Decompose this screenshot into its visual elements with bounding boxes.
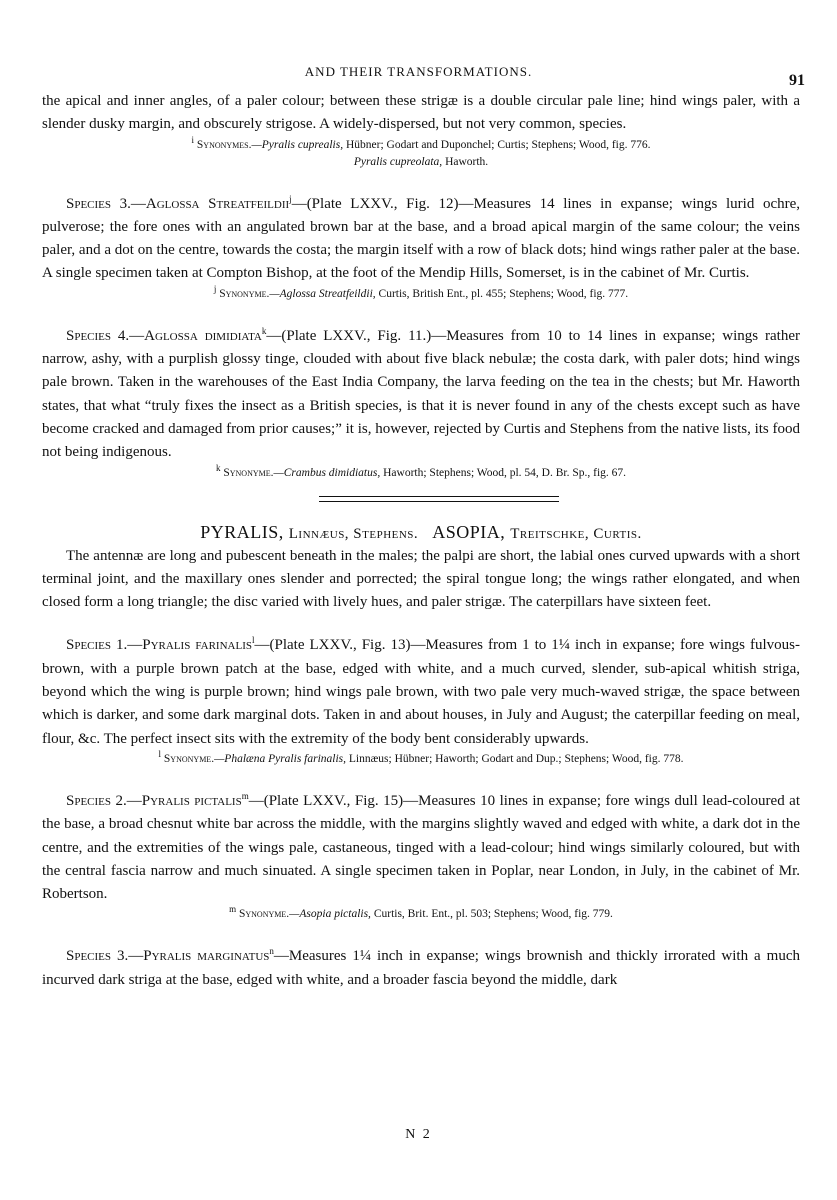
footnote-mark: m (229, 904, 237, 915)
footnote-label: Synonyme. (219, 287, 270, 300)
section-divider (42, 482, 800, 522)
signature-mark: N 2 (405, 1127, 432, 1142)
species-description: —(Plate LXXV., Fig. 12)—Measures 14 lines in expanse; wings lurid ochre, pulverose; the fore ones with an angulated brown bar at the base, and a broad apical margin of the same colour; the veins paler, and a dot on the centre, towards the costa; the margin itself with a row of black dots; hind wings rather paler at the base. A single specimen taken at Compton Bishop, at the foot of the Mendip Hills, Somerset, is in the cabinet of Mr. Curtis. (42, 195, 800, 282)
footnote-taxon: —Crambus dimidiatus, (273, 466, 381, 479)
footnote-k (42, 462, 800, 482)
footnote-mark: l (158, 749, 162, 760)
species-entry-aglossa-dimidiata (42, 325, 800, 465)
species-entry-pyralis-farinalis (42, 634, 800, 750)
footnote-j (42, 283, 800, 303)
footnote-i (42, 134, 800, 154)
footnote-refs: Linnæus; Hübner; Haworth; Godart and Dup.; Stephens; Wood, fig. 778. (348, 752, 684, 765)
genus-authority: Linnæus, Stephens. (288, 525, 419, 542)
genus-description: The antennæ are long and pubescent beneath in the males; the palpi are short, the labial ones curved upwards with a short terminal joint, and the maxillary ones slender and porrected; the spiral tongue long; the wings rather elongated, and when closed form a long triangle; the disc varied with lively hues, and paler strigæ. The caterpillars have sixteen feet. (42, 547, 800, 611)
footnote-taxon: —Pyralis cuprealis, (251, 138, 344, 151)
paragraph-continued: the apical and inner angles, of a paler colour; between these strigæ is a double circular pale line; hind wings paler, with a slender dusky margin, and obscurely strigose. A widely-dispersed, but not very common, species. (42, 93, 800, 133)
genus-name: PYRALIS, (200, 521, 284, 542)
footnote-mark: n (269, 946, 274, 957)
species-description: —(Plate LXXV., Fig. 11.)—Measures from 10 to 14 lines in expanse; wings rather narrow, ashy, with a purplish glossy tinge, clouded with about five black nebulæ; the costa dark, with paler dots; hind wings pale brown. Taken in the warehouses of the East India Company, the larva feeding on the tea in the chests; but Mr. Haworth states, that what “truly fixes the insect as a British species, is that it is never found in any of the chests except such as have become cracked and damaged from prior causes;” it is, however, rejected by Curtis and Stephens from the native lists, its food not being indigenous. (42, 327, 800, 461)
footnote-mark: j (213, 283, 217, 294)
species-label: Species 3.—Aglossa Streatfeildii (66, 195, 290, 212)
footnote-label: Synonyme. (223, 466, 274, 479)
footnote-taxon: —Aglossa Streatfeildii, (269, 287, 376, 300)
footnote-mark: k (215, 462, 221, 473)
footnote-taxon: —Phalæna Pyralis farinalis, (214, 752, 347, 765)
genus-heading (42, 522, 800, 543)
footnote-mark: i (191, 134, 195, 145)
running-head: AND THEIR TRANSFORMATIONS. (304, 64, 533, 79)
divider-line (319, 496, 559, 497)
species-description: —(Plate LXXV., Fig. 15)—Measures 10 lines in expanse; fore wings dull lead-coloured at the base, a broad chesnut white bar across the middle, with the margins slightly waved and edged with white, a dark dot in the centre, and the extremities of the wings pale, castaneous, tinged with a lead-colour; hind wings similarly coloured, but with the central fascia narrow and much sinuated. A single specimen taken in Poplar, near London, in July, in the cabinet of Mr. Robertson. (42, 792, 801, 903)
page-number: 91 (789, 72, 805, 89)
species-label: Species 3.—Pyralis marginatus (66, 948, 270, 965)
footnote-label: Synonyme. (163, 752, 215, 765)
footnote-label: Synonymes. (196, 138, 252, 151)
species-label: Species 2.—Pyralis pictalis (66, 792, 242, 809)
species-description: —(Plate LXXV., Fig. 13)—Measures from 1 to 1¼ inch in expanse; fore wings fulvous-brown, with a purple brown patch at the base, edged with white, and a much curved, slender, sub-apical whitish striga, beyond which the wing is purple brown; hind wings pale brown, with two pale very much-waved strigæ, the space between which is darker, and some dark marginal dots. Taken in and about houses, in July and August; the caterpillar feeding on meal, flour, &c. The perfect insect sits with the extremity of the body bent considerably upwards. (42, 637, 801, 747)
footnote-taxon: Pyralis cupreolata, (353, 155, 443, 168)
species-label: Species 4.—Aglossa dimidiata (66, 327, 262, 344)
footnote-mark: m (241, 790, 249, 801)
body-text (42, 90, 800, 992)
footnote-refs: Curtis, Brit. Ent., pl. 503; Stephens; Wood, fig. 779. (373, 908, 613, 921)
footnote-mark: k (261, 325, 267, 336)
species-entry-pyralis-marginatus (42, 945, 800, 992)
divider-line (319, 501, 559, 502)
footnote-refs: Haworth. (445, 155, 489, 168)
footnote-mark: j (289, 193, 292, 204)
species-entry-pyralis-pictalis (42, 790, 800, 906)
footnote-i-line2 (42, 154, 800, 171)
footnote-refs: Hübner; Godart and Duponchel; Curtis; Stephens; Wood, fig. 776. (345, 138, 651, 151)
species-entry-aglossa-streatfeildii (42, 193, 800, 286)
footnote-l (42, 751, 800, 768)
species-description: —Measures 1¼ inch in expanse; wings brownish and thickly irrorated with a much incurved dark striga at the base, edged with white, and a broader fascia beyond the middle, dark (42, 948, 800, 988)
footnote-refs: Haworth; Stephens; Wood, pl. 54, D. Br. Sp., fig. 67. (383, 466, 627, 479)
genus-authority: Treitschke, Curtis. (510, 525, 642, 542)
footnote-refs: Curtis, British Ent., pl. 455; Stephens; Wood, fig. 777. (378, 287, 629, 300)
species-label: Species 1.—Pyralis farinalis (66, 637, 252, 654)
footnote-taxon: —Asopia pictalis, (289, 908, 371, 921)
footnote-m (42, 906, 800, 923)
footnote-label: Synonyme. (238, 908, 290, 921)
genus-name: ASOPIA, (432, 521, 506, 542)
footnote-mark: l (251, 635, 255, 646)
